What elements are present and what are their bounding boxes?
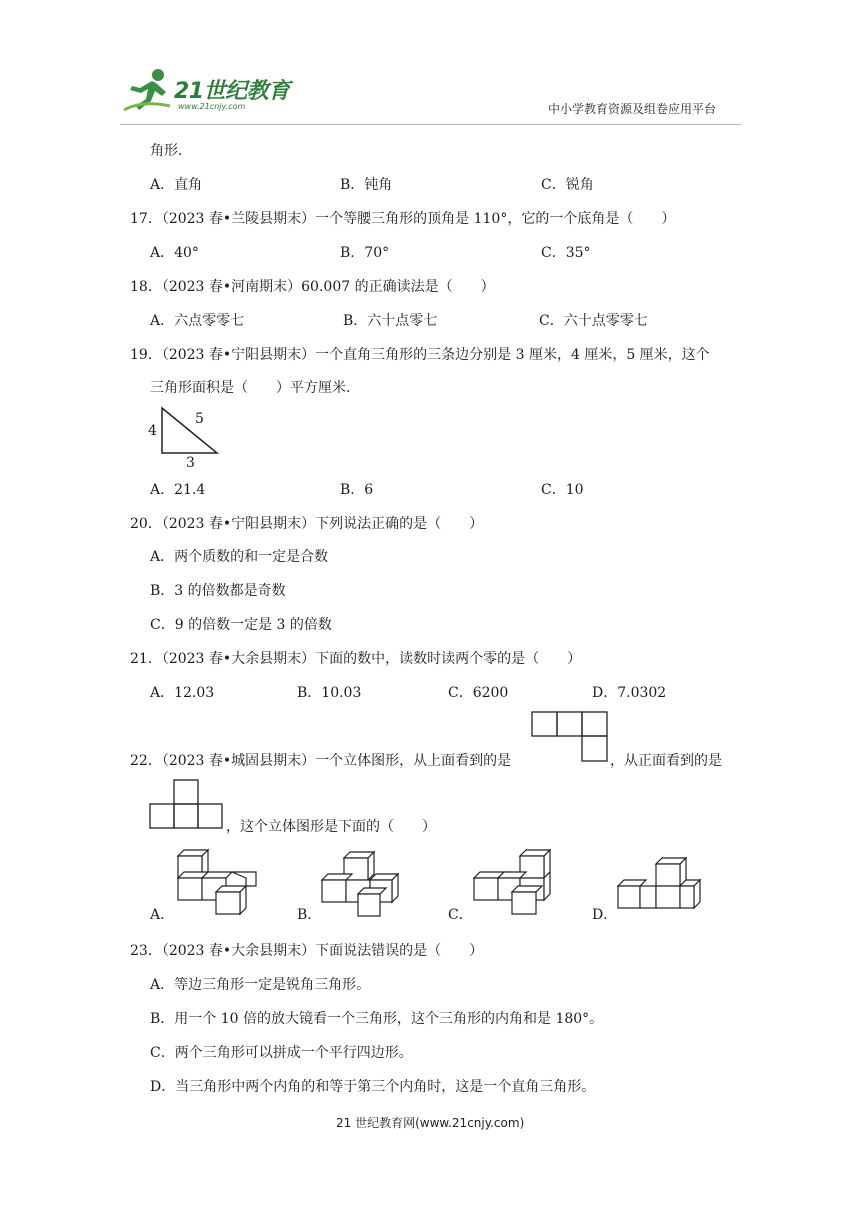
q19-option-c: C．10 xyxy=(541,482,584,498)
top-view-figure xyxy=(530,710,610,766)
q19-option-a: A．21.4 xyxy=(150,482,206,498)
q22-stem-part2: ，从正面看到的是 xyxy=(610,753,722,769)
q16-option-b: B．钝角 xyxy=(340,177,393,193)
triangle-label-vertical: 4 xyxy=(148,423,157,439)
q20-option-b: B．3 的倍数都是奇数 xyxy=(150,583,286,599)
q19-stem-line1: 19．（2023 春•宁阳县期末）一个直角三角形的三条边分别是 3 厘米，4 厘米，5 厘米，这个 xyxy=(130,347,710,363)
q23-stem: 23．（2023 春•大余县期末）下面说法错误的是（ ） xyxy=(130,943,484,959)
logo-text: 21世纪教育 xyxy=(174,79,290,104)
q23-option-a: A．等边三角形一定是锐角三角形。 xyxy=(150,977,371,993)
q20-stem: 20．（2023 春•宁阳县期末）下列说法正确的是（ ） xyxy=(130,516,484,532)
q23-option-b: B．用一个 10 倍的放大镜看一个三角形，这个三角形的内角和是 180°。 xyxy=(150,1011,604,1027)
runner-logo-icon xyxy=(122,66,172,114)
q22-stem-part3: ，这个立体图形是下面的（ ） xyxy=(226,819,436,835)
triangle-label-bottom: 3 xyxy=(186,455,195,471)
q22-option-c-cubes xyxy=(470,848,558,920)
q20-option-a: A．两个质数的和一定是合数 xyxy=(150,549,329,565)
q18-stem: 18．（2023 春•河南期末）60.007 的正确读法是（ ） xyxy=(130,279,495,295)
q21-option-d: D．7.0302 xyxy=(592,685,667,701)
q16-option-c: C．锐角 xyxy=(541,177,594,193)
q22-option-a-label: A． xyxy=(150,907,175,923)
q22-option-b-cubes xyxy=(318,850,404,920)
site-logo xyxy=(122,66,292,118)
q22-option-c-label: C． xyxy=(448,907,473,923)
q19-option-b: B．6 xyxy=(340,482,374,498)
q17-option-b: B．70° xyxy=(340,245,390,261)
page-footer: 21 世纪教育网(www.21cnjy.com) xyxy=(336,1116,525,1130)
platform-title: 中小学教育资源及组卷应用平台 xyxy=(548,102,717,116)
q23-option-d: D．当三角形中两个内角的和等于第三个内角时，这是一个直角三角形。 xyxy=(150,1079,596,1095)
q18-option-c: C．六十点零零七 xyxy=(539,313,648,329)
logo-url: www.21cnjy.com xyxy=(178,102,246,111)
q22-option-d-cubes xyxy=(614,856,704,920)
q18-option-b: B．六十点零七 xyxy=(343,313,438,329)
q17-option-c: C．35° xyxy=(541,245,591,261)
q17-stem: 17．（2023 春•兰陵县期末）一个等腰三角形的顶角是 110°，它的一个底角是（ ） xyxy=(130,211,676,227)
triangle-label-hypotenuse: 5 xyxy=(195,411,204,427)
q22-stem-part1: 22．（2023 春•城固县期末）一个立体图形，从上面看到的是 xyxy=(130,753,512,769)
front-view-figure xyxy=(148,778,228,832)
q21-stem: 21．（2023 春•大余县期末）下面的数中，读数时读两个零的是（ ） xyxy=(130,651,582,667)
q16-option-a: A．直角 xyxy=(150,177,203,193)
q23-option-c: C．两个三角形可以拼成一个平行四边形。 xyxy=(150,1045,413,1061)
header-divider xyxy=(120,124,742,125)
q21-option-a: A．12.03 xyxy=(150,685,215,701)
q19-stem-line2: 三角形面积是（ ）平方厘米. xyxy=(150,380,351,396)
q22-option-d-label: D． xyxy=(592,907,618,923)
q17-option-a: A．40° xyxy=(150,245,199,261)
q22-option-a-cubes xyxy=(172,848,258,920)
q21-option-c: C．6200 xyxy=(448,685,509,701)
prev-question-tail: 角形. xyxy=(150,143,183,159)
q21-option-b: B．10.03 xyxy=(297,685,362,701)
q18-option-a: A．六点零零七 xyxy=(150,313,245,329)
q22-option-b-label: B． xyxy=(297,907,322,923)
q20-option-c: C．9 的倍数一定是 3 的倍数 xyxy=(150,617,332,633)
